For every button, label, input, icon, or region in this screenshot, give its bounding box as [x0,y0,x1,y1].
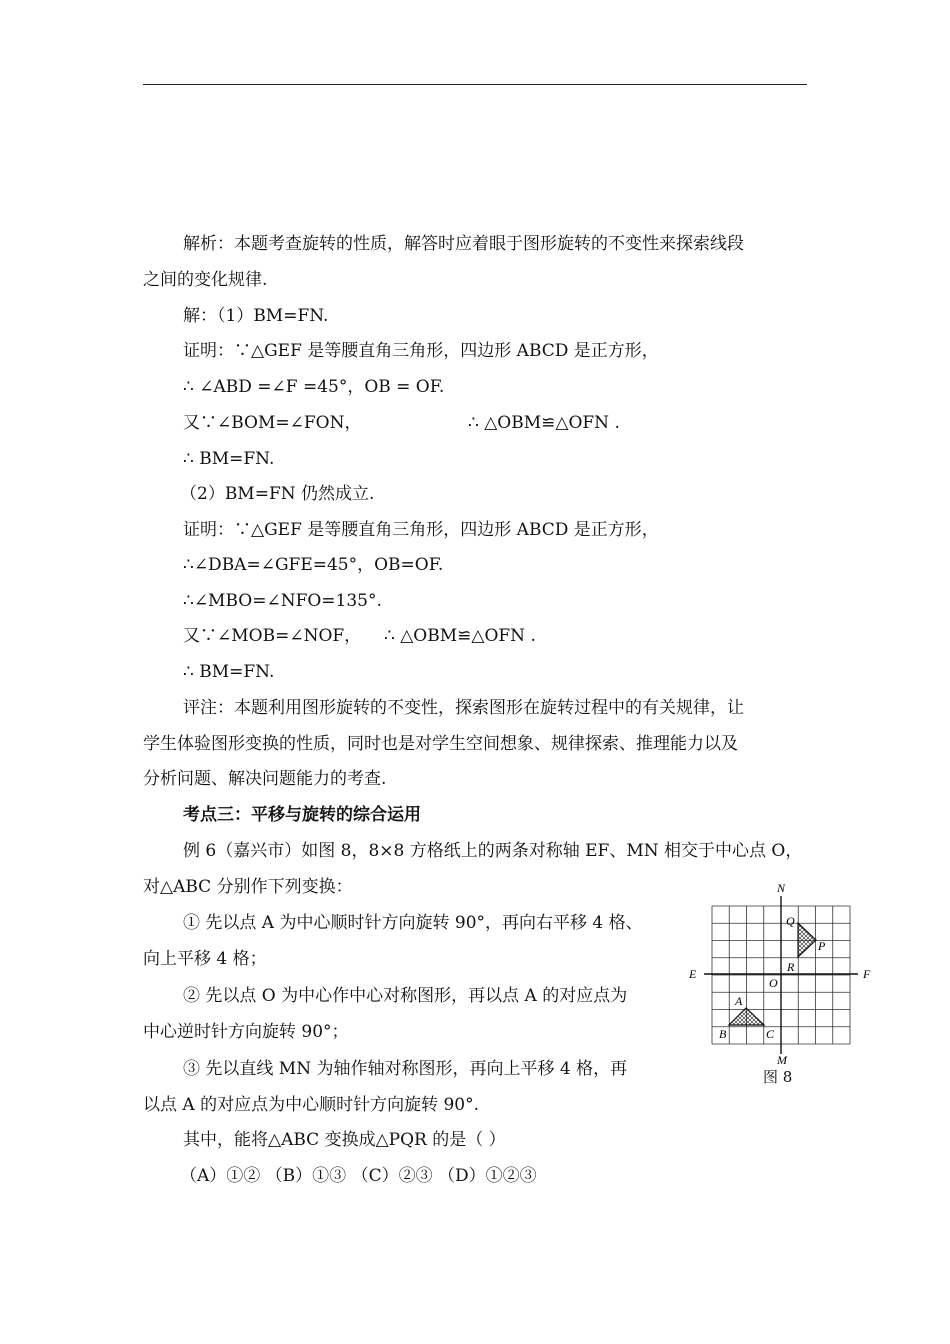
triangle-pqr [798,923,816,957]
option-2-line-1: ② 先以点 O 为中心作中心对称图形，再以点 A 的对应点为 [183,986,628,1006]
label-p: P [818,939,826,953]
label-c: C [766,1027,775,1041]
proof-2-line-3: ∴∠MBO=∠NFO=135°. [183,591,382,611]
option-3-line-1: ③ 先以直线 MN 为轴作轴对称图形，再向上平移 4 格，再 [183,1059,628,1079]
triangle-abc [729,1008,764,1025]
proof-2-line-4b: ∴ △OBM≌△OFN . [384,626,536,646]
proof-2-line-1: 证明：∵△GEF 是等腰直角三角形，四边形 ABCD 是正方形， [183,520,659,540]
figure-8-grid [686,880,876,1090]
label-o: O [769,976,778,990]
proof-1-line-3a: 又∵∠BOM=∠FON， [183,413,362,433]
label-n: N [777,881,786,895]
proof-1-line-3b: ∴ △OBM≌△OFN . [468,413,620,433]
comment-line-1: 评注：本题利用图形旋转的不变性，探索图形在旋转过程中的有关规律，让 [183,698,744,718]
proof-1-conclusion: ∴ BM=FN. [183,449,275,469]
proof-2-line-2: ∴∠DBA=∠GFE=45°，OB=OF. [183,555,444,575]
proof-2-line-4a: 又∵∠MOB=∠NOF， [183,626,362,646]
example-line-2: 对△ABC 分别作下列变换： [143,877,353,897]
label-m: M [777,1053,787,1067]
header-rule [143,84,807,85]
option-1-line-1: ① 先以点 A 为中心顺时针方向旋转 90°，再向右平移 4 格、 [183,913,643,933]
label-a: A [735,994,743,1008]
question-line: 其中，能将△ABC 变换成△PQR 的是（ ） [183,1130,506,1150]
proof-2-conclusion: ∴ BM=FN. [183,662,275,682]
solution-part-2: （2）BM=FN 仍然成立. [180,484,375,504]
analysis-line-1: 解析：本题考查旋转的性质，解答时应着眼于图形旋转的不变性来探索线段 [183,234,744,254]
label-f: F [863,967,871,981]
comment-line-2: 学生体验图形变换的性质，同时也是对学生空间想象、规律探索、推理能力以及 [143,734,738,754]
figure-caption: 图 8 [763,1068,793,1086]
option-1-line-2: 向上平移 4 格； [143,949,267,969]
example-line-1: 例 6（嘉兴市）如图 8，8×8 方格纸上的两条对称轴 EF、MN 相交于中心点 O， [183,841,803,861]
answer-choices: （A）①② （B）①③ （C）②③ （D）①②③ [180,1166,537,1186]
solution-part-1: 解：（1）BM=FN. [183,306,329,326]
section-heading: 考点三：平移与旋转的综合运用 [183,805,421,825]
proof-1-line-2: ∴ ∠ABD =∠F =45°，OB = OF. [183,377,445,397]
comment-line-3: 分析问题、解决问题能力的考查. [143,769,387,789]
proof-1-line-1: 证明：∵△GEF 是等腰直角三角形，四边形 ABCD 是正方形， [183,341,659,361]
label-q: Q [786,914,795,928]
label-b: B [719,1027,727,1041]
option-3-line-2: 以点 A 的对应点为中心顺时针方向旋转 90°. [143,1095,480,1115]
analysis-line-2: 之间的变化规律. [143,270,268,290]
label-e: E [689,967,697,981]
option-2-line-2: 中心逆时针方向旋转 90°； [143,1022,349,1042]
label-r: R [787,960,795,974]
